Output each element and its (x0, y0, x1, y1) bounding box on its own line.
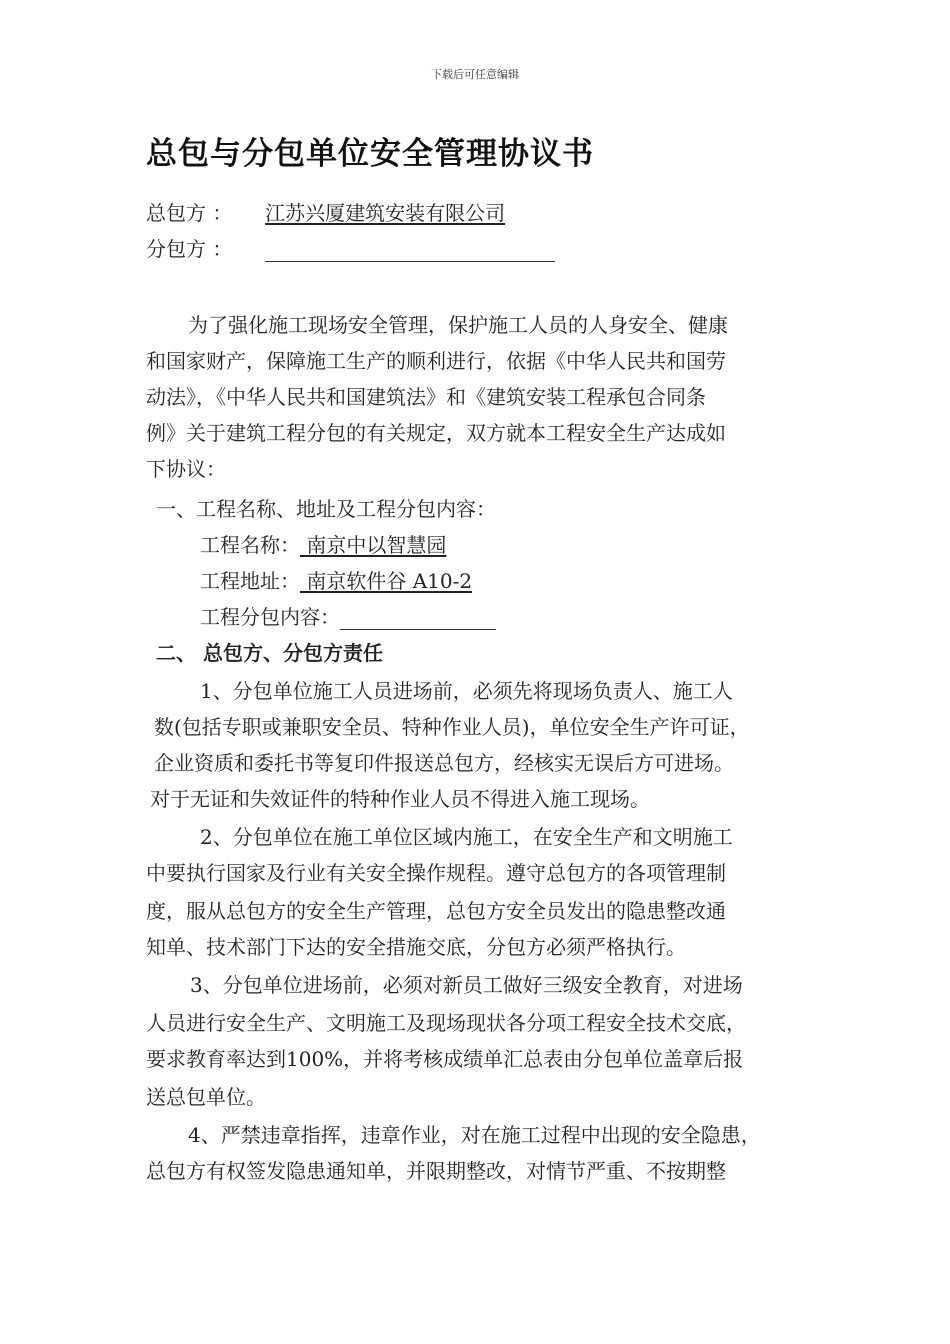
contractor-value: 江苏兴厦建筑安装有限公司 (265, 201, 506, 225)
subcontractor-line (146, 236, 555, 262)
document-title: 总包与分包单位安全管理协议书 (146, 136, 594, 172)
project-content-label: 工程分包内容： (200, 605, 340, 629)
clause1-line-3: 企业资质和委托书等复印件报送总包方，经核实无误后方可进场。 (154, 751, 734, 775)
clause4-line-2: 总包方有权签发隐患通知单，并限期整改，对情节严重、不按期整 (146, 1159, 726, 1183)
clause1-line-2: 数(包括专职或兼职安全员、特种作业人员)，单位安全生产许可证， (154, 715, 750, 739)
clause4-line-1: 4、严禁违章指挥，违章作业，对在施工过程中出现的安全隐患， (188, 1123, 761, 1147)
clause2-line-2: 中要执行国家及行业有关安全操作规程。遵守总包方的各项管理制 (146, 861, 726, 885)
project-address-value: 南京软件谷 A10-2 (300, 569, 473, 593)
project-content-line (200, 604, 496, 630)
project-content-blank (340, 607, 496, 630)
clause3-line-3: 要求教育率达到100%，并将考核成绩单汇总表由分包单位盖章后报 (146, 1047, 744, 1071)
clause1-line-1: 1、分包单位施工人员进场前，必须先将现场负责人、施工人 (200, 679, 733, 703)
contractor-label: 总包方 ： (146, 201, 233, 225)
subcontractor-blank (265, 239, 555, 262)
project-address-label: 工程地址： (200, 569, 300, 593)
clause2-line-1: 2、分包单位在施工单位区域内施工，在安全生产和文明施工 (200, 825, 733, 849)
clause3-line-1: 3、分包单位进场前，必须对新员工做好三级安全教育，对进场 (190, 973, 743, 997)
clause2-line-4: 知单、技术部门下达的安全措施交底，分包方必须严格执行。 (146, 935, 686, 959)
intro-line-1: 为了强化施工现场安全管理，保护施工人员的人身安全、健康 (188, 313, 728, 337)
intro-line-5: 下协议： (146, 457, 226, 481)
clause2-line-3: 度，服从总包方的安全生产管理，总包方安全员发出的隐患整改通 (146, 899, 726, 923)
intro-line-2: 和国家财产，保障施工生产的顺利进行，依据《中华人民共和国劳 (146, 349, 726, 373)
project-name-value: 南京中以智慧园 (300, 533, 447, 557)
section2-heading: 二、 总包方、分包方责任 (156, 641, 383, 665)
project-name-line (200, 532, 446, 558)
project-address-line (200, 568, 472, 594)
clause3-line-4: 送总包单位。 (146, 1085, 266, 1109)
contractor-line (146, 200, 505, 226)
intro-line-3: 动法》，《中华人民共和国建筑法》和《建筑安装工程承包合同条 (146, 385, 706, 409)
header-note: 下载后可任意编辑 (431, 68, 519, 81)
intro-line-4: 例》关于建筑工程分包的有关规定，双方就本工程安全生产达成如 (146, 421, 726, 445)
project-name-label: 工程名称： (200, 533, 300, 557)
section1-heading: 一、工程名称、地址及工程分包内容： (156, 497, 496, 521)
clause1-line-4: 对于无证和失效证件的特种作业人员不得进入施工现场。 (150, 787, 650, 811)
clause3-line-2: 人员进行安全生产、文明施工及现场现状各分项工程安全技术交底， (146, 1011, 746, 1035)
subcontractor-label: 分包方 ： (146, 237, 233, 261)
